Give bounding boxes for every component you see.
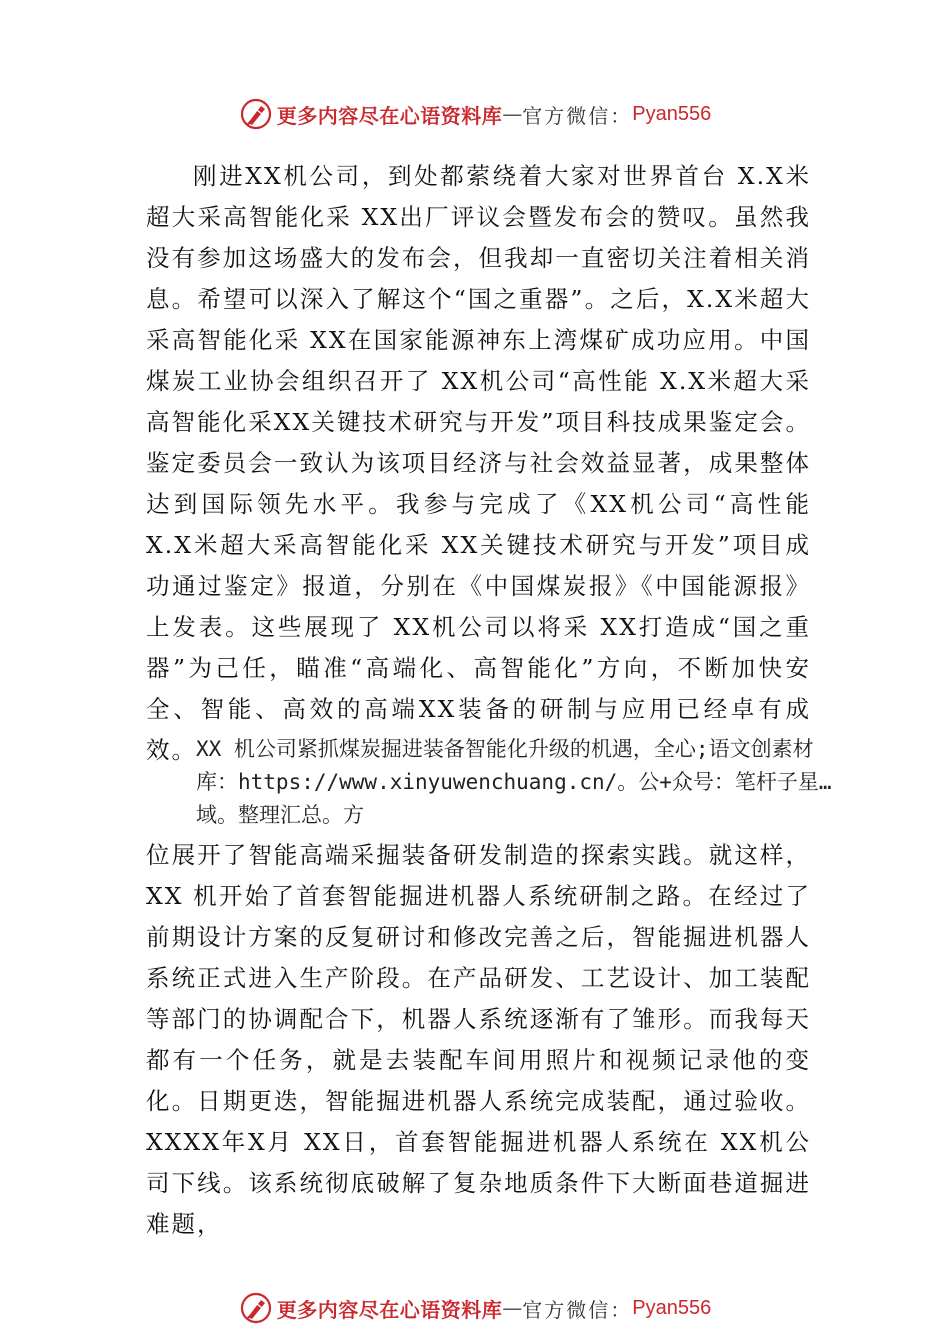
- body-paragraph-2: 位展开了智能高端采掘装备研发制造的探索实践。就这样，XX 机开始了首套智能掘进机器人系统研制之路。在经过了前期设计方案的反复研讨和修改完善之后，智能掘进机器人系统正式进入生产阶段。在产品研发、工艺设计、加工装配等部门的协调配合下，机器人系统逐渐有了雏形。而我每天都有一个任务，就是去装配车间用照片和视频记录他的变化。日期更迭，智能掘进机器人系统完成装配，通过验收。XXXX年X月 XX日，首套智能掘进机器人系统在 XX机公司下线。该系统彻底破解了复杂地质条件下大断面巷道掘进难题，: [146, 841, 811, 1238]
- wechat-id: Pyan556: [632, 102, 712, 125]
- official-wechat-label: 官方微信：: [522, 103, 633, 128]
- quill-pen-logo-icon: [239, 1291, 273, 1325]
- embedded-ad-text: XX 机公司紧抓煤炭掘进装备智能化升级的机遇，全心;语文创素材库：https://www.xinyuwenchuang.cn/。公+众号：笔杆子星…域。整理汇总。方: [196, 737, 832, 827]
- banner-dash: —: [502, 1296, 523, 1320]
- brand-text: 更多内容尽在心语资料库: [276, 1297, 503, 1322]
- body-paragraph-1: 刚进XX机公司，到处都萦绕着大家对世界首台 X.X米超大采高智能化采 XX出厂评议会暨发布会的赞叹。虽然我没有参加这场盛大的发布会，但我却一直密切关注着相关消息。希望可以深入了解这个“国之重器”。之后，X.X米超大采高智能化采 XX在国家能源神东上湾煤矿成功应用。中国煤炭工业协会组织召开了 XX机公司“高性能 X.X米超大采高智能化采XX关键技术研究与开发”项目科技成果鉴定会。鉴定委员会一致认为该项目经济与社会效益显著，成果整体达到国际领先水平。我参与完成了《XX机公司“高性能 X.X米超大采高智能化采 XX关键技术研究与开发”项目成功通过鉴定》报道，分别在《中国煤炭报》《中国能源报》上发表。这些展现了 XX机公司以将采 XX打造成“国之重器”为己任，瞄准“高端化、高智能化”方向，不断加快安全、智能、高效的高端XX装备的研制与应用已经卓有成效。: [146, 162, 811, 764]
- official-wechat-label: 官方微信：: [522, 1297, 633, 1322]
- quill-pen-logo-icon: [239, 97, 273, 131]
- footer-banner: [0, 1286, 950, 1330]
- header-banner: [0, 92, 950, 136]
- brand-text: 更多内容尽在心语资料库: [276, 103, 503, 128]
- banner-dash: —: [502, 102, 523, 126]
- wechat-id: Pyan556: [632, 1296, 712, 1319]
